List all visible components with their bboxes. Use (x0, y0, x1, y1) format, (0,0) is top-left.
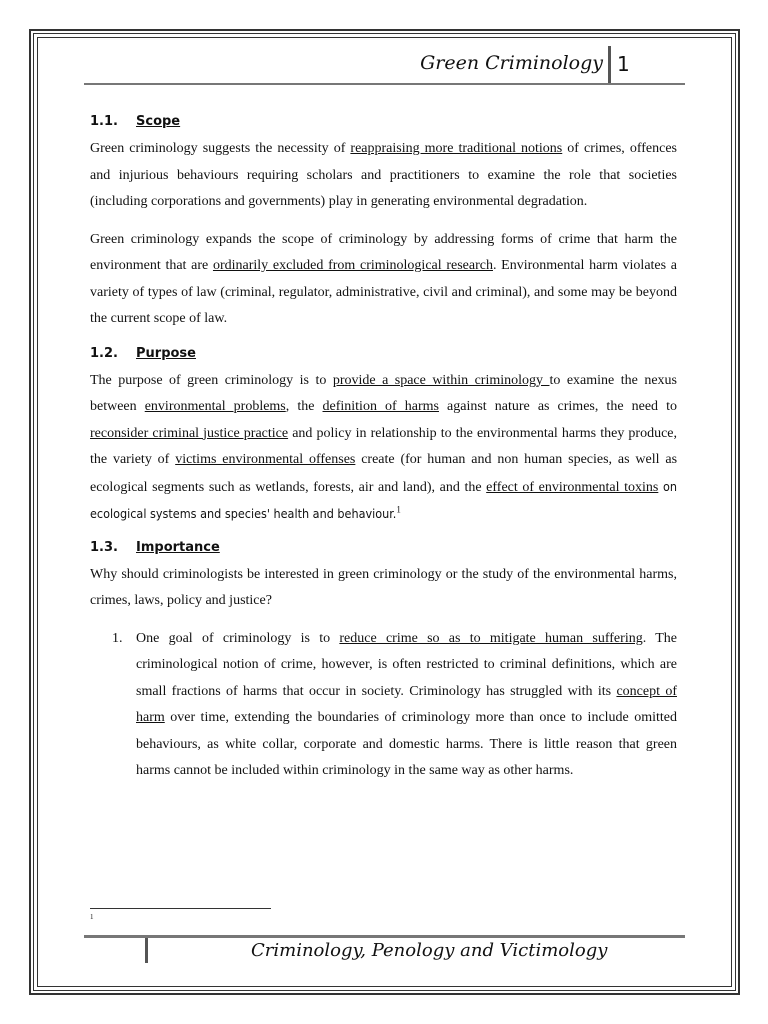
underlined-phrase: effect of environmental toxins (486, 479, 659, 495)
section-heading-scope (90, 112, 677, 132)
underlined-phrase: reconsider criminal justice practice (90, 425, 289, 441)
underlined-phrase: concept of harm (136, 683, 677, 725)
underlined-phrase: provide a space within criminology (332, 372, 550, 388)
paragraph-importance: Why should criminologists be interested in green criminology or the study of the environmental harms, crimes, laws, policy and justice? (90, 566, 677, 608)
footer-rule (84, 935, 685, 938)
underlined-phrase: ordinarily excluded from criminological research (212, 258, 493, 273)
section-title: Importance (136, 539, 220, 555)
underlined-phrase: environmental problems (144, 399, 286, 414)
header-title: Green Criminology (420, 52, 603, 74)
section-title: Scope (136, 114, 181, 129)
page-number: 1 (617, 52, 630, 76)
footer-separator (145, 938, 148, 963)
underlined-phrase: reduce crime so as to mitigate human suffering (339, 630, 643, 646)
document-body (90, 112, 677, 785)
footnote-separator (90, 908, 271, 909)
section-title: Purpose (136, 345, 196, 361)
section-heading-purpose (90, 344, 677, 364)
paragraph-scope-2: Green criminology expands the scope of criminology by addressing forms of crime that harm the environment that are ordinarily excluded from criminological research. Environmental harm violates a variety of types of law (criminal, regulator, administrative, civil and criminal), and some may be beyond the current scope of law. (90, 231, 678, 326)
paragraph-scope-1: Green criminology suggests the necessity of reappraising more traditional notions of crimes, offences and injurious behaviours requiring scholars and practitioners to examine the role that societies (including corporations and governments) play in generating environmental degradation. (90, 141, 678, 209)
list-marker: 1. (112, 630, 123, 646)
section-heading-importance (90, 538, 677, 558)
footnote-reference[interactable]: 1 (396, 504, 401, 515)
footnote-number: 1 (90, 913, 94, 921)
section-number: 1.1. (90, 114, 118, 129)
list-item: 1. One goal of criminology is to reduce crime so as to mitigate human suffering. The criminological notion of crime, however, is often restricted to criminal definitions, which are small fractions of harms that occur in society. Criminology has struggled with its concept of harm over time, extending the boundaries of criminology more than once to include omitted behaviours, as white collar, corporate and domestic harms. There is little reason that green harms cannot be included within criminology in the same way as other harms. (90, 626, 677, 785)
section-number: 1.3. (90, 539, 118, 555)
underlined-phrase: victims environmental offenses (175, 452, 356, 467)
underlined-phrase: definition of harms (322, 399, 439, 414)
header-rule (84, 83, 685, 85)
paragraph-purpose: The purpose of green criminology is to provide a space within criminology to examine the nexus between environmental problems, the definition of harms against nature as crimes, the need to reconsider criminal justice practice and policy in relationship to the environmental harms they produce, the variety of victims environmental offenses create (for human and non human species, as well as ecological segments such as wetlands, forests, air and land), and the effect of environmental toxins on ecological systems and species' health and behaviour.$^1$ (90, 372, 678, 521)
section-number: 1.2. (90, 345, 118, 361)
header-separator (608, 46, 611, 84)
footer-title: Criminology, Penology and Victimology (251, 940, 608, 961)
underlined-phrase: reappraising more traditional notions (350, 141, 563, 156)
